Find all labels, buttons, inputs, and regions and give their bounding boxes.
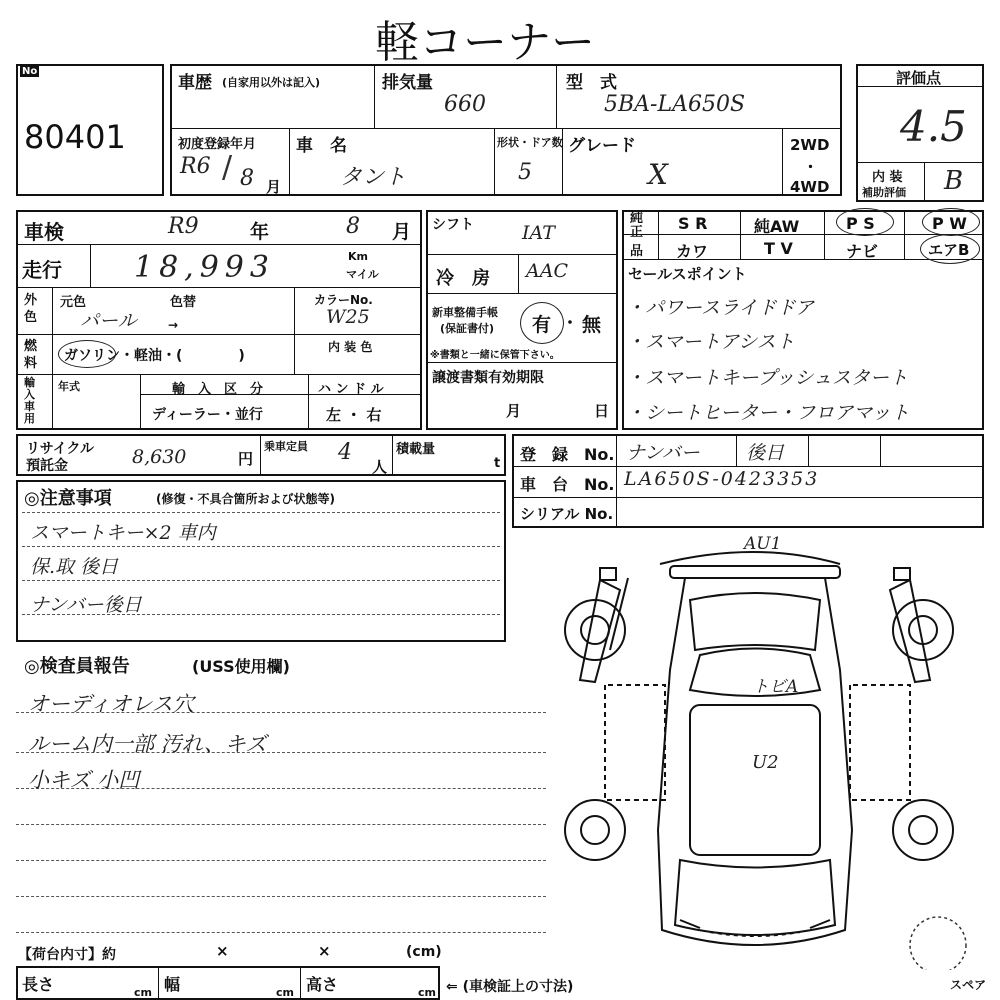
color-arrow: → [168,318,179,332]
registration-value: ナンバー [626,442,700,464]
inspection-year-unit: 年 [250,221,270,243]
equip-pw: P W [932,214,967,233]
import-kind-value: ディーラー・並行 [152,407,263,423]
recycle-label-2: 預託金 [26,458,68,474]
model-label: 型 式 [566,73,617,93]
history-note: (自家用以外は記入) [222,76,321,89]
grade-label: グレード [568,136,636,156]
cargo-height-cm: cm [418,986,436,999]
load-unit: t [494,456,501,471]
grade-value: X [648,158,668,191]
cargo-width: 幅 [164,975,181,994]
first-reg-era: R6 [180,154,211,179]
fuel-circle [58,340,116,368]
cargo-label: 【荷台内寸】約 [18,947,116,963]
equip-tv: T V [764,239,793,258]
ps-circle [836,208,894,236]
recycle-value: 8,630 [132,446,187,468]
fuel-value: ガソリン・軽油・( ) [64,348,245,364]
inspection-era: R9 [168,214,199,239]
chassis-label: 車 台 No. [520,475,615,494]
model-value: 5BA-LA650S [604,92,746,117]
ac-label: 冷 房 [436,268,490,289]
registration-value-2: 後日 [746,442,785,464]
interior-value: B [944,166,964,196]
interior-label-1: 内 装 [872,170,903,185]
lot-label: No [22,66,38,77]
inspection-month: 8 [346,214,360,239]
warranty-label-1: 新車整備手帳 [432,306,498,319]
color-no-label: カラーNo. [314,293,373,307]
diagram-mark-body: U2 [752,752,779,773]
note-line-3: ナンバー後日 [30,594,142,616]
ac-value: AAC [526,260,568,282]
first-reg-slash: / [222,150,233,185]
equip-navi: ナビ [846,242,879,261]
mileage-unit-km: Km [348,250,368,263]
note-line-1: スマートキー×2 車内 [30,522,216,544]
color-orig-label: 元色 [60,295,87,310]
car-name-value: タント [340,165,407,190]
sales-points-label: セールスポイント [628,265,747,283]
inspection-label: 車検 [24,220,64,244]
history-label: 車歴 [178,73,212,93]
car-name-label: 車 名 [296,136,347,156]
equipment-side-1: 純正 [630,211,644,240]
transfer-label: 譲渡書類有効期限 [432,370,544,386]
airbag-circle [920,234,980,264]
sales-point-4: ・シートヒーター・フロアマット [626,402,910,424]
fuel-side-label: 燃料 [24,339,38,371]
cargo-x2: × [318,942,331,960]
inspector-sub: (USS使用欄) [192,657,290,676]
cargo-x1: × [216,942,229,960]
first-reg-month-unit: 月 [266,178,282,196]
import-kind-label: 輸 入 区 分 [172,382,264,397]
capacity-value: 4 [338,440,352,465]
cargo-cert-note: ⇐ (車検証上の寸法) [446,979,574,995]
cargo-width-cm: cm [276,986,294,999]
page-title: 軽コーナー [375,17,595,68]
doors-label: 形状・ドア数 [497,136,563,149]
capacity-unit: 人 [372,458,388,476]
color-orig-value: パール [80,310,137,332]
warranty-dot: ・ [562,313,579,332]
recycle-unit: 円 [238,450,254,468]
handle-value: 左 ・ 右 [326,406,382,424]
score-label: 評価点 [896,69,942,87]
serial-label: シリアル No. [520,505,614,523]
note-line-2: 保.取 後日 [30,556,119,578]
registration-label: 登 録 No. [520,445,615,464]
transfer-month-unit: 月 [506,402,522,420]
notes-heading: ◎注意事項 [24,488,112,509]
sales-point-2: ・スマートアシスト [626,331,795,353]
equipment-side-2: 品 [630,244,644,259]
equip-airbag: エアB [928,241,970,259]
color-no-value: W25 [326,306,370,328]
interior-color-label: 内 装 色 [328,340,373,354]
drive-2wd: 2WD [790,136,830,154]
lot-number: 80401 [24,118,126,156]
equip-aw: 純AW [754,217,800,236]
import-year-label: 年式 [58,380,80,393]
doors-value: 5 [518,160,532,185]
drive-dot: ・ [803,158,819,176]
recycle-label-1: リサイクル [26,441,95,457]
shift-label: シフト [432,217,474,233]
import-side-label: 輸入車用 [24,376,35,425]
chassis-value: LA650S-0423353 [624,468,820,490]
mileage-unit-mile: マイル [346,268,379,281]
score-value: 4.5 [900,102,967,151]
cargo-height: 高さ [306,975,339,994]
mileage-value: 18,993 [134,250,275,285]
warranty-label-2: (保証書付) [440,322,495,335]
equip-leather: カワ [676,242,709,261]
load-label: 積載量 [396,442,436,457]
displacement-label: 排気量 [382,73,433,93]
equip-ps: P S [846,214,875,233]
transfer-day-unit: 日 [594,402,610,420]
car-diagram [540,530,990,970]
equip-sr: S R [678,214,708,233]
sales-point-3: ・スマートキープッシュスタート [626,367,908,389]
pw-circle [922,208,980,236]
cargo-length: 長さ [22,975,55,994]
sales-point-1: ・パワースライドドア [626,297,814,319]
cargo-length-cm: cm [134,986,152,999]
shift-value: IAT [522,222,555,244]
inspector-line-1: オーディオレス穴 [28,692,194,716]
cargo-box [16,966,440,1000]
diagram-mark-glass: トビA [752,677,799,697]
handle-label: ハ ン ド ル [318,382,384,397]
capacity-label: 乗車定員 [264,440,308,453]
interior-label-2: 補助評価 [862,186,906,199]
mileage-label: 走行 [22,258,62,282]
first-reg-label: 初度登録年月 [178,137,257,152]
warranty-yes-circle [520,302,564,344]
diagram-mark-top: AU1 [744,534,782,554]
first-reg-month: 8 [240,166,254,191]
inspector-line-3: 小キズ 小凹 [28,768,140,792]
warranty-yes: 有 [532,314,552,336]
inspector-line-2: ルーム内一部 汚れ、キズ [28,732,267,756]
inspector-heading: ◎検査員報告 [24,656,130,677]
cargo-unit: (cm) [406,944,442,960]
inspection-month-unit: 月 [392,221,412,243]
warranty-no: 無 [582,314,602,336]
drive-4wd: 4WD [790,178,830,196]
color-side-label: 外色 [24,293,38,325]
notes-sub: (修復・不具合箇所および状態等) [156,492,335,506]
displacement-value: 660 [444,92,486,117]
spare-label: スペア [950,978,987,992]
color-change-label: 色替 [170,295,197,310]
warranty-note: ※書類と一緒に保管下さい。 [430,350,560,361]
